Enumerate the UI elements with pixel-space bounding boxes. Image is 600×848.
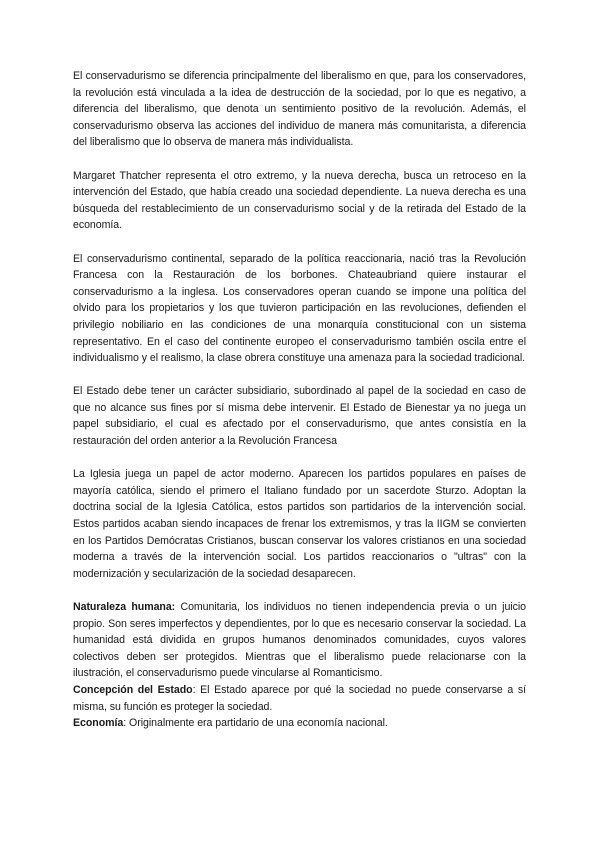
definition-text: : El Estado aparece por qué la sociedad no puede conservarse a sí misma, su función es proteger la sociedad. xyxy=(73,683,526,713)
definition-naturaleza-humana xyxy=(73,599,526,682)
definition-term: Economía xyxy=(73,717,124,730)
paragraph-margaret-thatcher: Margaret Thatcher representa el otro extremo, y la nueva derecha, busca un retroceso en la intervención del Estado, que había creado una sociedad dependiente. La nueva derecha es una búsqueda del restablecimiento de un conservadurismo social y de la retirada del Estado de la economía. xyxy=(73,169,526,232)
definition-term: Concepción del Estado xyxy=(73,683,193,696)
paragraph-conservadurismo-continental: El conservadurismo continental, separado de la política reaccionaria, nació tras la Revolución Francesa con la Restauración de los borbones. Chateaubriand quiere instaurar el conservadurismo a la inglesa. Los conservadores operan cuando se impone una política del olvido para los propietarios y los que tuvieron participación en las revoluciones, defienden el privilegio nobiliario en las condiciones de una monarquía constitucional con un sistema representativo. En el caso del continente europeo el conservadurismo también oscila entre el individualismo y el realismo, la clase obrera constituye una amenaza para la sociedad tradicional. xyxy=(73,252,526,365)
paragraph-estado-subsidiario: El Estado debe tener un carácter subsidiario, subordinado al papel de la sociedad en caso de que no alcance sus fines por sí misma debe intervenir. El Estado de Bienestar ya no juega un papel subsidiario, el cual es afectado por el conservadurismo, que antes consistía en la restauración del orden anterior a la Revolución Francesa xyxy=(73,385,526,448)
document-body xyxy=(73,68,526,732)
definition-term: Naturaleza humana: xyxy=(73,601,176,613)
definitions-list xyxy=(73,599,526,732)
definition-concepcion-estado xyxy=(73,682,526,715)
definition-text: Comunitaria, los individuos no tienen independencia previa o un juicio propio. Son seres imperfectos y dependientes, por lo que es necesario conservar la sociedad. La humanidad está dividida en grupos humanos denominados comunidades, cuyos valores colectivos deben ser protegidos. Mientras que el liberalismo puede relacionarse con la ilustración, el conservadurismo puede vincularse al Romanticismo. xyxy=(73,601,526,680)
paragraph-iglesia: La Iglesia juega un papel de actor moderno. Aparecen los partidos populares en países de mayoría católica, siendo el primero el Italiano fundado por un sacerdote Sturzo. Adoptan la doctrina social de la Iglesia Católica, estos partidos son partidarios de la intervención social. Estos partidos acaban siendo incapaces de frenar los extremismos, y tras la IIGM se convierten en los Partidos Demócratas Cristianos, buscan conservar los valores cristianos en una sociedad moderna a través de la intervención social. Los partidos reaccionarios o "ultras" con la modernización y secularización de la sociedad desaparecen. xyxy=(73,468,526,580)
paragraph-conservadurismo-vs-liberalismo: El conservadurismo se diferencia principalmente del liberalismo en que, para los conservadores, la revolución está vinculada a la idea de destrucción de la sociedad, por lo que es negativo, a diferencia del liberalismo, que denota un sentimiento positivo de la revolución. Además, el conservadurismo observa las acciones del individuo de manera más comunitarista, a diferencia del liberalismo que lo observa de manera más individualista. xyxy=(73,70,526,149)
definition-economia xyxy=(73,715,526,732)
definition-text: : Originalmente era partidario de una economía nacional. xyxy=(123,717,388,730)
